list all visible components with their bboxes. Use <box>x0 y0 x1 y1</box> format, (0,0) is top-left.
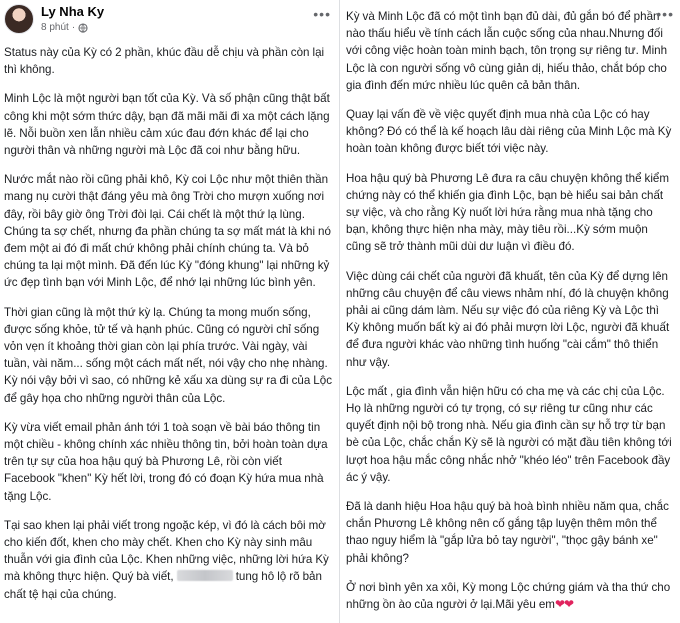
globe-icon <box>78 23 88 33</box>
post-paragraph: Đã là danh hiệu Hoa hậu quý bà hoà bình nhiều năm qua, chắc chắn Phương Lê không nên cố gắng tập luyện thêm môn thể thao nguy hiểm là "gắp lửa bỏ tay người", "thọc gậy bánh xe" phải không? <box>346 500 669 565</box>
post-paragraph: Lộc mất , gia đình vẫn hiện hữu có cha mẹ và các chị của Lộc. Họ là những người có tự trọng, có sự riêng tư cũng như các quyết định nội bộ trong nhà. Nếu gia đình cần sự hỗ trợ từ bạn bè của Lộc, chắc chắn Kỳ sẽ là người có mặt đầu tiên không tới lượt hoa hậu mắc công nhắc nhở "khéo léo" trên Facebook đầy ác ý vậy. <box>346 384 672 484</box>
post-paragraph: Việc dùng cái chết của người đã khuất, tên của Kỳ để dựng lên những câu chuyện để câu views nhảm nhí, đó là chuyện không phải ai cũng dám làm. Nếu sự việc đó của riêng Kỳ và Lộc thì Kỳ không muốn bất kỳ ai đó phải mượn lời Lộc, người đã khuất để đưa người khác vào những tình huống "cài cắm" thô thiển như vậy. <box>346 269 670 369</box>
more-icon[interactable]: ••• <box>656 6 674 22</box>
post-header <box>0 0 339 44</box>
post-paragraph-last <box>346 579 674 613</box>
post-paragraph-last <box>4 517 335 603</box>
post-body-left <box>0 44 339 603</box>
post-paragraph: Quay lại vấn đề về việc quyết định mua nhà của Lộc có hay không? Đó có thể là kế hoạch lâu dài riêng của Minh Lộc mà Kỳ hoàn toàn không được biết tới việc này. <box>346 108 672 156</box>
post-paragraph: Status này của Kỳ có 2 phần, khúc đầu dễ chịu và phần còn lại thì không. <box>4 46 325 77</box>
author-name[interactable]: Ly Nha Ky <box>41 4 105 19</box>
post-paragraph: Minh Lộc là một người bạn tốt của Kỳ. Và số phận cũng thật bất công khi một sớm thức dậy, bạn đã mãi mãi đi xa một cách lặng lẽ. Nỗi buồn xen lẫn nhiều cảm xúc đau đớn khác để lại cho người thân và những người mà Lộc đã coi như bằng hữu. <box>4 92 330 158</box>
post-panel-right <box>342 0 680 623</box>
avatar[interactable] <box>4 4 34 34</box>
post-paragraph-tail: tung hô lộ rõ bản chất tệ hại của chúng. <box>4 570 322 601</box>
post-body-right <box>342 0 680 613</box>
post-paragraph: Thời gian cũng là một thứ kỳ lạ. Chúng ta mong muốn sống, được sống khỏe, tử tế và hạnh phúc. Cũng có người chỉ sống vỏn vẹn ít khoảng thời gian còn lại phía trước. Vài ngày, vài tuần, vài năm... sống một cách mất nết, nói vậy cho nhẹ nhàng. Kỳ nói vậy bởi vì sao, có những kẻ xấu xa dùng sự ra đi của Lộc để gây họa cho những người thân của Lộc. <box>4 305 332 405</box>
post-paragraph: Kỳ và Minh Lộc đã có một tình bạn đủ dài, đủ gắn bó để phần nào thấu hiểu về tính cách lẫn cuộc sống của nhau.Nhưng đối với công việc hoàn toàn minh bạch, tôn trọng sự riêng tư. Minh Lộc là con người sống vô cùng giản dị, hiếu thảo, chắt bóp cho gia đình đến mức nhiều lúc quên cả bản thân. <box>346 10 668 92</box>
blurred-redaction <box>177 570 233 581</box>
post-paragraph-text: Ở nơi bình yên xa xôi, Kỳ mong Lộc chứng giám và tha thứ cho những ồn ào của người ở lại.Mãi yêu em <box>346 580 671 612</box>
post-paragraph: Hoa hậu quý bà Phương Lê đưa ra câu chuyện không thể kiểm chứng này có thể khiến gia đình Lộc, bạn bè hiểu sai bản chất sự việc, và cho rằng Kỳ nuốt lời hứa rằng mua nhà tặng cho bạn, không thực hiện nha mày, mày tiêu rồi...Kỳ sớm muộn cũng sẽ trở thành mũi dùi dư luận vì điều đó. <box>346 171 670 254</box>
post-time[interactable]: 8 phút <box>41 22 69 33</box>
post-meta: 8 phút · <box>41 22 88 33</box>
post-paragraph: Kỳ vừa viết email phản ánh tới 1 toà soạn về bài báo thông tin một chiều - không chính xác nhiều thông tin, bởi hoàn toàn dựa trên tự sự của hoa hậu quý bà Phương Lê, rồi còn viết Facebook "khen" Kỳ hết lời, trong đó có đoạn Kỳ hứa mua nhà tặng Lộc. <box>4 420 328 503</box>
heart-icon: ❤❤ <box>554 597 574 612</box>
post-paragraph: Nước mắt nào rồi cũng phải khô, Kỳ coi Lộc như một thiên thần mang nụ cười thật đáng yêu mà ông Trời cho mượn xuống nơi đây, rồi bây giờ ông Trời đòi lại. Cái chết là một thứ lạ lùng. Chúng ta sợ chết, nhưng đa phần chúng ta sợ mất mát là khi nó đem một ai đó đi mất chứ không phải chính chúng ta. Và bỏ chúng ta lại một mình. Đã đến lúc Kỳ "đóng khung" lại những kỷ ức đẹp tình bạn với Minh Lộc, để nhớ lại những lúc bình yên. <box>4 173 331 290</box>
post-paragraph-text: Tại sao khen lại phải viết trong ngoặc kép, vì đó là cách bôi mờ cho kiến đốt, khen cho mày chết. Khen cho Kỳ này sinh mâu thuẫn với gia đình của Lộc. Khen những việc, những lời hứa Kỳ mà không thực hiện. Quý bà viết, <box>4 518 329 584</box>
more-icon[interactable]: ••• <box>313 6 331 22</box>
